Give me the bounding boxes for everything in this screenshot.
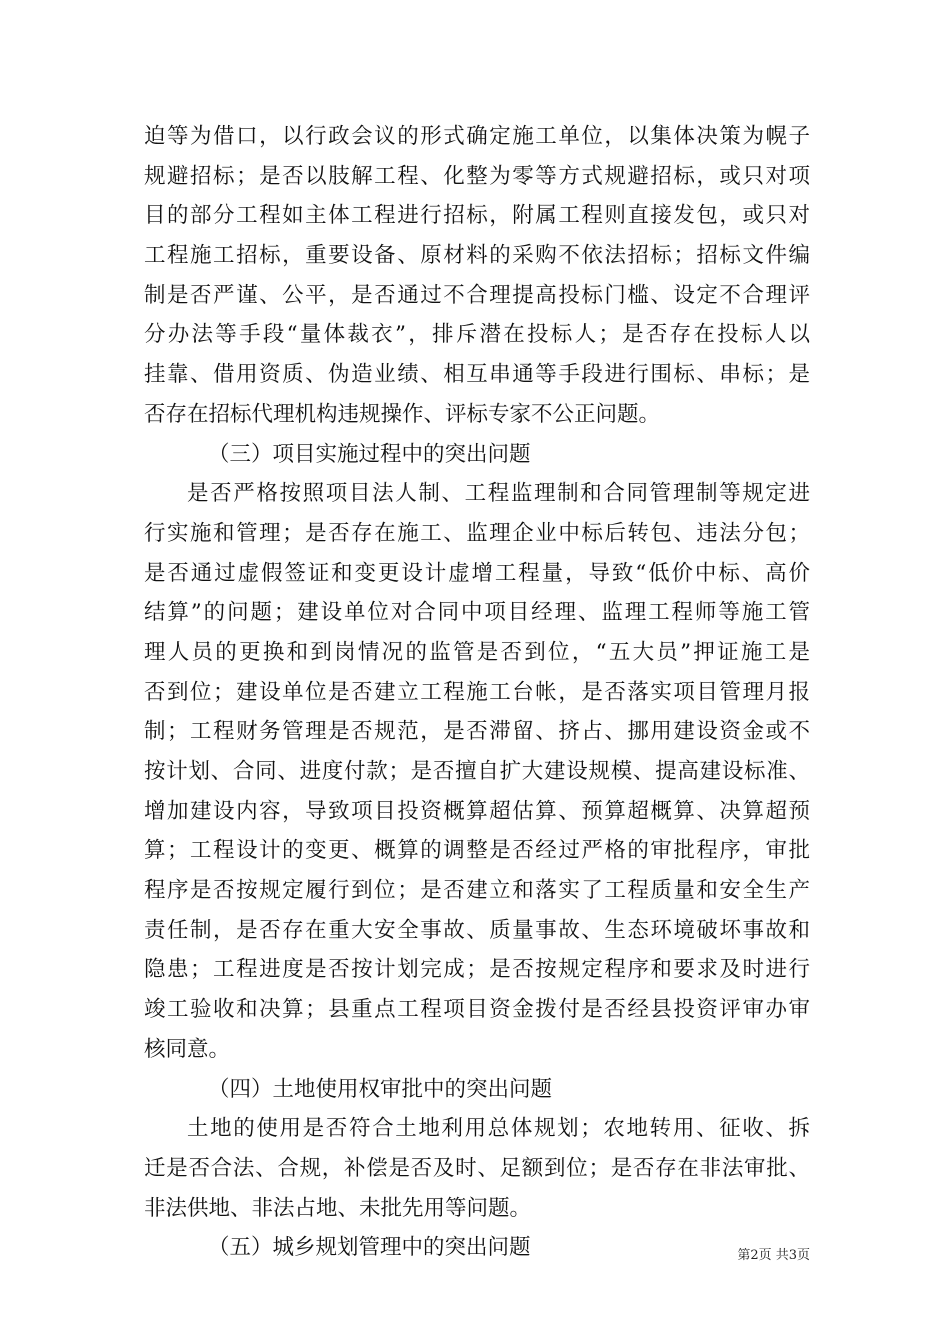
text-line: 竣工验收和决算；县重点工程项目资金拨付是否经县投资评审办审 xyxy=(144,997,810,1023)
text-line: 核同意。 xyxy=(144,1036,231,1062)
text-line: 行实施和管理；是否存在施工、监理企业中标后转包、违法分包； xyxy=(144,520,810,546)
page-number: 第2页 共3页 xyxy=(737,1248,810,1263)
text-line: 迁是否合法、合规，补偿是否及时、足额到位；是否存在非法审批、 xyxy=(144,1155,810,1181)
text-line: 理人员的更换和到岗情况的监管是否到位，“五大员”押证施工是 xyxy=(144,639,810,665)
text-line: 否到位；建设单位是否建立工程施工台帐，是否落实项目管理月报 xyxy=(144,679,810,705)
text-line: 否存在招标代理机构违规操作、评标专家不公正问题。 xyxy=(144,401,661,427)
text-line: 隐患；工程进度是否按计划完成；是否按规定程序和要求及时进行 xyxy=(144,957,810,983)
text-line: 目的部分工程如主体工程进行招标，附属工程则直接发包，或只对 xyxy=(144,203,810,229)
text-line: 程序是否按规定履行到位；是否建立和落实了工程质量和安全生产 xyxy=(144,878,810,904)
section-heading: （五）城乡规划管理中的突出问题 xyxy=(208,1235,531,1261)
section-heading: （三）项目实施过程中的突出问题 xyxy=(208,441,531,467)
text-line: 土地的使用是否符合土地利用总体规划；农地转用、征收、拆 xyxy=(187,1116,810,1142)
text-line: 制；工程财务管理是否规范，是否滞留、挤占、挪用建设资金或不 xyxy=(144,719,810,745)
text-line: 挂靠、借用资质、伪造业绩、相互串通等手段进行围标、串标；是 xyxy=(144,362,810,388)
text-line: 增加建设内容，导致项目投资概算超估算、预算超概算、决算超预 xyxy=(144,798,810,824)
text-line: 工程施工招标，重要设备、原材料的采购不依法招标；招标文件编 xyxy=(144,243,810,269)
text-line: 制是否严谨、公平，是否通过不合理提高投标门槛、设定不合理评 xyxy=(144,282,810,308)
text-line: 迫等为借口，以行政会议的形式确定施工单位，以集体决策为幌子 xyxy=(144,124,810,149)
text-line: 按计划、合同、进度付款；是否擅自扩大建设规模、提高建设标准、 xyxy=(144,759,810,784)
text-line: 结算”的问题；建设单位对合同中项目经理、监理工程师等施工管 xyxy=(144,600,810,626)
text-line: 是否通过虚假签证和变更设计虚增工程量，导致“低价中标、高价 xyxy=(144,560,810,586)
text-line: 是否严格按照项目法人制、工程监理制和合同管理制等规定进 xyxy=(187,481,810,507)
text-line: 算；工程设计的变更、概算的调整是否经过严格的审批程序，审批 xyxy=(144,838,810,864)
text-line: 分办法等手段“量体裁衣”，排斥潜在投标人；是否存在投标人以 xyxy=(144,322,810,348)
text-line: 规避招标；是否以肢解工程、化整为零等方式规避招标，或只对项 xyxy=(144,163,810,189)
text-line: 非法供地、非法占地、未批先用等问题。 xyxy=(144,1195,532,1221)
section-heading: （四）土地使用权审批中的突出问题 xyxy=(208,1076,553,1102)
text-line: 责任制，是否存在重大安全事故、质量事故、生态环境破坏事故和 xyxy=(144,917,810,943)
document-body xyxy=(144,117,810,1268)
